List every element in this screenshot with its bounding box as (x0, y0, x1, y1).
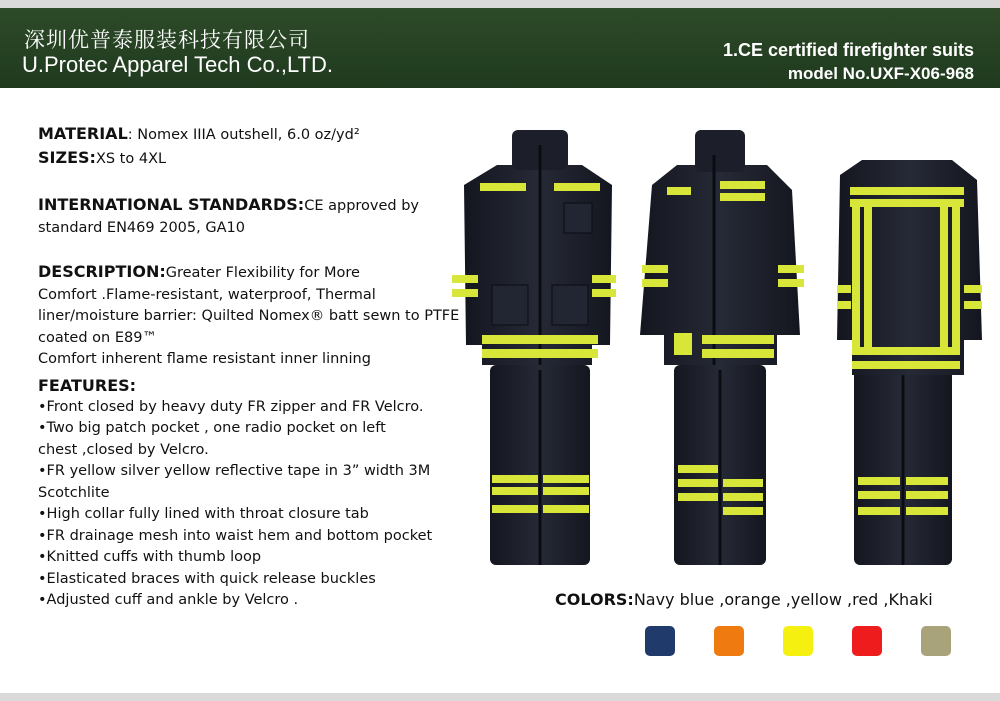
model-number: model No.UXF-X06-968 (787, 64, 974, 83)
firefighter-suit-illustrations (452, 125, 992, 575)
sizes-line (38, 147, 166, 171)
feature-line: •High collar fully lined with throat closure tab (38, 506, 369, 522)
feature-line: •Front closed by heavy duty FR zipper and FR Velcro. (38, 398, 424, 415)
description-label: DESCRIPTION: (38, 262, 166, 281)
product-title: 1.CE certified firefighter suits (722, 40, 974, 60)
material-value: : Nomex IIIA outshell, 6.0 oz/yd² (127, 127, 360, 143)
material-line (38, 123, 360, 147)
header-bar (0, 8, 1000, 88)
color-swatches (0, 626, 1000, 658)
feature-line: •FR yellow silver yellow reflective tape in 3” width 3M (38, 463, 431, 479)
sizes-value: XS to 4XL (95, 151, 167, 167)
product-photos (452, 125, 992, 575)
standards-block (38, 194, 419, 239)
description-line-2: Comfort .Flame-resistant, waterproof, Thermal (38, 286, 376, 303)
feature-line: •Adjusted cuff and ankle by Velcro . (38, 592, 299, 608)
description-line-1: Greater Flexibility for More (165, 265, 360, 281)
colors-line (555, 590, 933, 609)
colors-value: Navy blue ,orange ,yellow ,red ,Khaki (633, 590, 933, 609)
feature-line: Scotchlite (38, 484, 110, 501)
standards-value-2: standard EN469 2005, GA10 (38, 219, 245, 236)
company-name-chinese: 深圳优普泰服装科技有限公司 (24, 28, 310, 52)
colors-label: COLORS: (555, 590, 634, 609)
description-line-5: Comfort inherent flame resistant inner linning (38, 351, 371, 367)
swatch-khaki (921, 626, 951, 656)
suit-front-view (452, 130, 616, 565)
swatch-yellow (783, 626, 813, 656)
material-label: MATERIAL (38, 124, 128, 143)
feature-line: •Knitted cuffs with thumb loop (38, 549, 262, 565)
standards-label: INTERNATIONAL STANDARDS: (38, 195, 305, 214)
feature-line: •Two big patch pocket , one radio pocket on left (38, 420, 386, 436)
swatch-orange (714, 626, 744, 656)
bottom-border (0, 693, 1000, 701)
description-line-4: coated on E89™ (38, 329, 157, 346)
suit-back-view (837, 160, 982, 565)
suit-side-view (640, 130, 804, 565)
description-line-3: liner/moisture barrier: Quilted Nomex® batt sewn to PTFE (38, 308, 460, 324)
feature-line: •FR drainage mesh into waist hem and bottom pocket (38, 527, 433, 544)
swatch-navy (645, 626, 675, 656)
feature-line: chest ,closed by Velcro. (38, 441, 209, 458)
features-label: FEATURES: (38, 376, 137, 395)
feature-line: •Elasticated braces with quick release buckles (38, 570, 376, 587)
swatch-red (852, 626, 882, 656)
top-border (0, 0, 1000, 8)
description-block (38, 261, 459, 371)
company-name-english: U.Protec Apparel Tech Co.,LTD. (22, 52, 333, 77)
standards-value-1: CE approved by (304, 198, 420, 214)
sizes-label: SIZES: (38, 148, 96, 167)
features-block (38, 375, 432, 612)
